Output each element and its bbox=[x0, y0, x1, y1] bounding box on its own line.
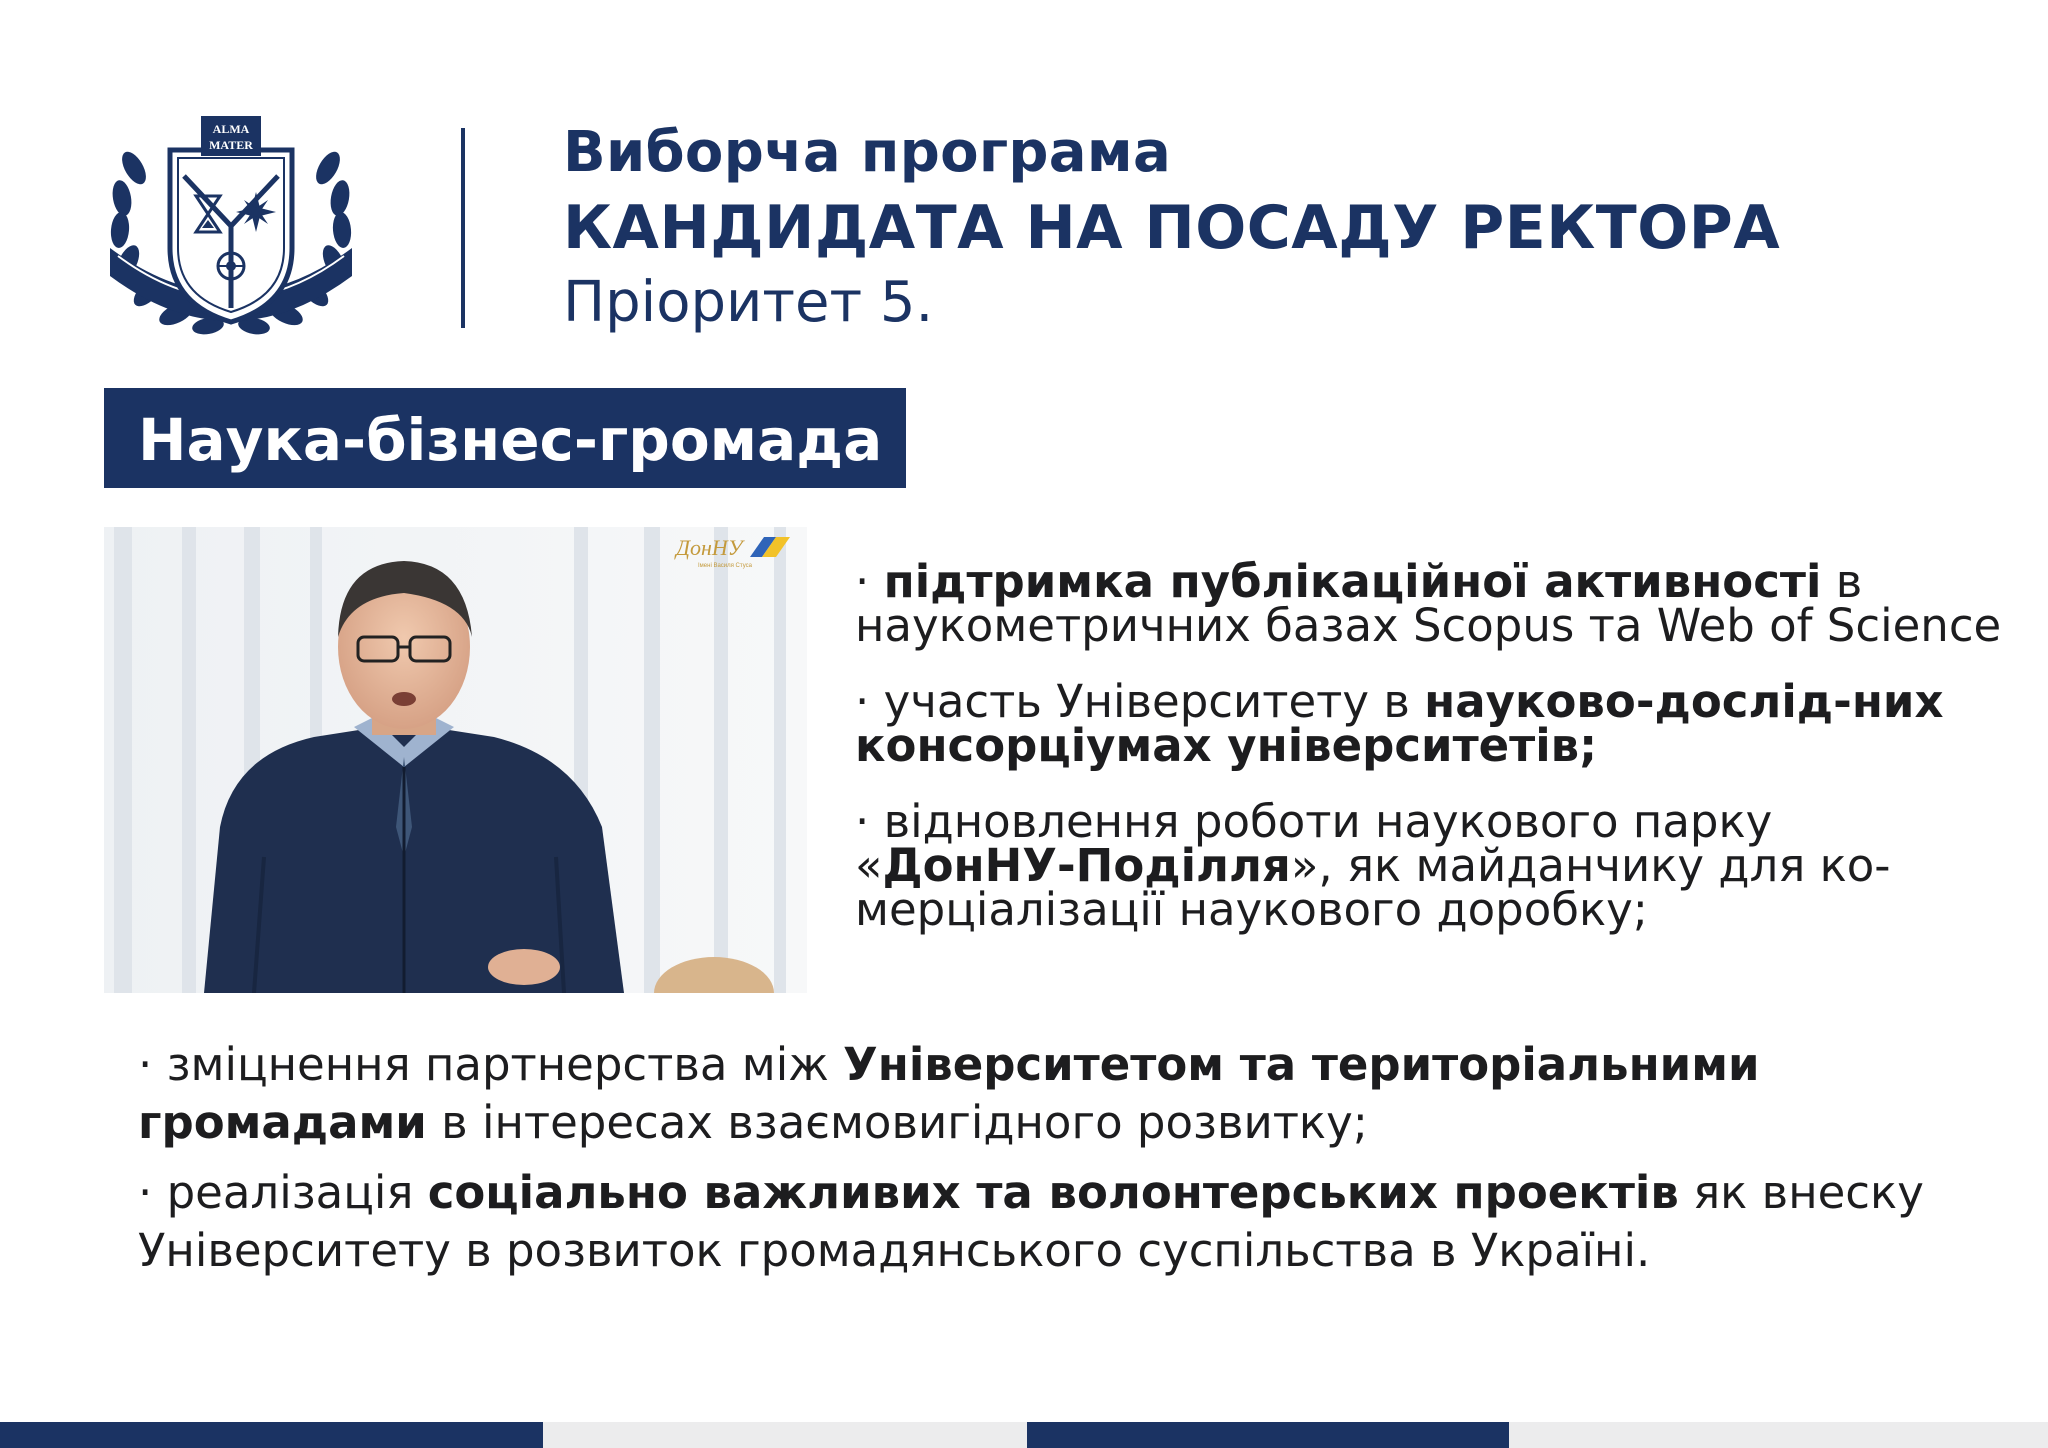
title-line-2: КАНДИДАТА НА ПОСАДУ РЕКТОРА bbox=[563, 193, 1781, 263]
header-divider bbox=[461, 128, 465, 328]
title-line-1: Виборча програма bbox=[563, 120, 1172, 185]
bullet-item: · участь Університету в науково-дослід-них консорціумах університетів; bbox=[855, 675, 1944, 772]
title-line-3: Пріоритет 5. bbox=[563, 270, 934, 335]
donnu-watermark-sub: Імені Василя Стуса bbox=[698, 563, 752, 569]
footer-bar-light-1 bbox=[543, 1422, 1027, 1448]
bullets-right bbox=[855, 555, 2005, 964]
section-banner-label: Наука-бізнес-громада bbox=[138, 406, 883, 474]
footer-bar-dark-1 bbox=[0, 1422, 543, 1448]
footer-bar-dark-2 bbox=[1027, 1422, 1509, 1448]
svg-text:ALMA: ALMA bbox=[212, 122, 250, 136]
donnu-watermark: ДонНУ bbox=[676, 535, 743, 560]
bullets-bottom bbox=[138, 1036, 2018, 1292]
bullet-item: · зміцнення партнерства між Університетом та територіальними громадами в інтересах взаємовигідного розвитку; bbox=[138, 1038, 1760, 1149]
footer-bar-light-2 bbox=[1509, 1422, 2048, 1448]
speaker-photo bbox=[104, 527, 807, 993]
university-emblem-logo bbox=[104, 108, 358, 344]
svg-text:MATER: MATER bbox=[209, 138, 253, 152]
section-banner bbox=[104, 388, 906, 488]
bullet-item: · реалізація соціально важливих та волонтерських проектів як внеску Університету в розвиток громадянського суспільства в Україні. bbox=[138, 1166, 1924, 1277]
bullet-item: · підтримка публікаційної активності в наукометричних базах Scopus та Web of Science bbox=[855, 555, 2002, 652]
bullet-item: · відновлення роботи наукового парку «ДонНУ-Поділля», як майданчику для ко-мерціалізації наукового доробку; bbox=[855, 795, 1891, 936]
